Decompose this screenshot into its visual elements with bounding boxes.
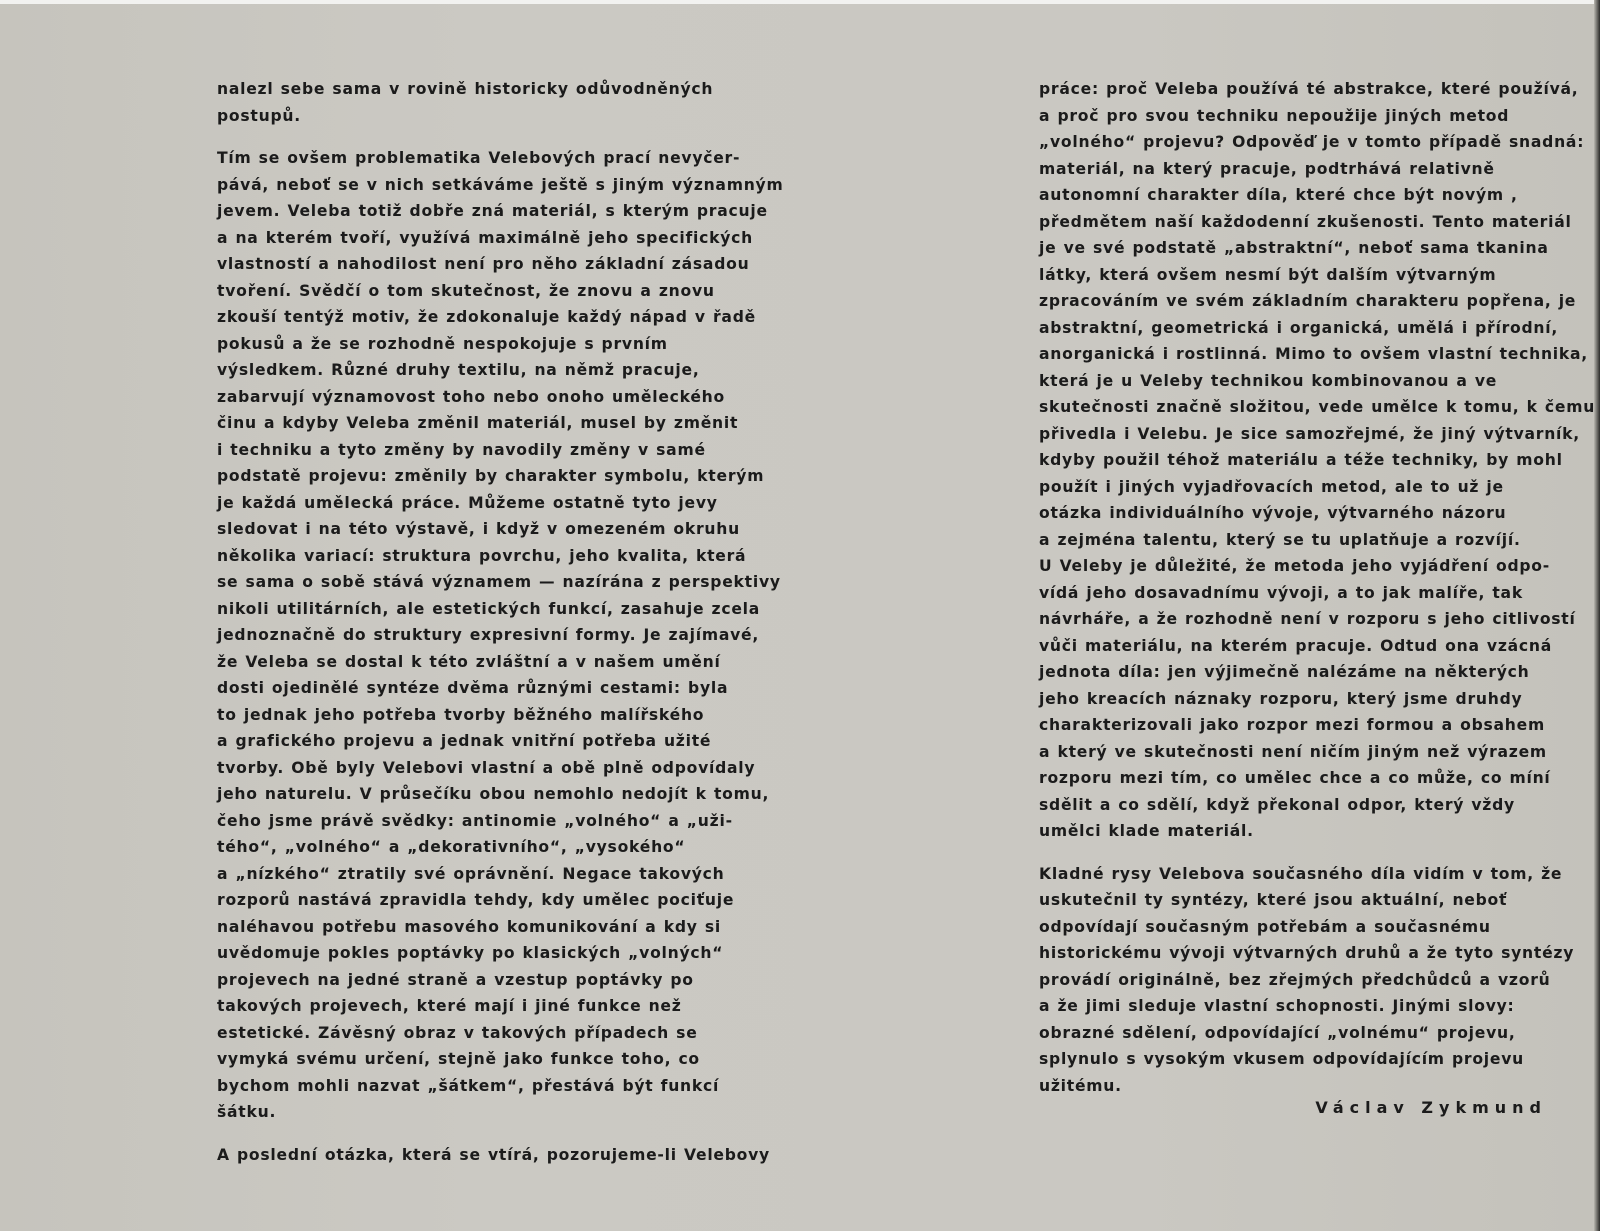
text-line: jednoznačně do struktury expresivní formy. Je zajímavé, [217, 626, 760, 644]
text-line: se sama o sobě stává významem — nazírána z perspektivy [217, 573, 781, 591]
text-line: postupů. [217, 106, 301, 125]
text-line: A poslední otázka, která se vtírá, pozorujeme-li Velebovy [217, 1145, 770, 1164]
text-line: „volného“ projevu? Odpověď je v tomto případě snadná: [1039, 133, 1585, 151]
text-line: a který ve skutečnosti není ničím jiným než výrazem [1039, 742, 1547, 761]
text-line: vídá jeho dosavadnímu vývoji, a to jak malíře, tak [1039, 583, 1523, 602]
text-line: estetické. Závěsný obraz v takových případech se [217, 1023, 698, 1042]
text-line: zabarvují významovost toho nebo onoho uměleckého [217, 387, 725, 406]
text-line: projevech na jedné straně a vzestup poptávky po [217, 970, 694, 989]
text-line: je každá umělecká práce. Můžeme ostatně tyto jevy [217, 493, 718, 512]
text-line: že Veleba se dostal k této zvláštní a v našem umění [217, 652, 721, 671]
text-line: anorganická i rostlinná. Mimo to ovšem vlastní technika, [1039, 345, 1588, 363]
text-line: zkouší tentýž motiv, že zdokonaluje každý nápad v řadě [217, 308, 756, 326]
text-line: otázka individuálního vývoje, výtvarného názoru [1039, 504, 1507, 522]
text-line: použít i jiných vyjadřovacích metod, ale to už je [1039, 477, 1504, 496]
text-line: tvorby. Obě byly Velebovi vlastní a obě plně odpovídaly [217, 758, 756, 777]
text-line: a grafického projevu a jednak vnitřní potřeba užité [217, 732, 712, 750]
text-line: vůči materiálu, na kterém pracuje. Odtud ona vzácná [1039, 636, 1553, 655]
text-line: jeho kreacích náznaky rozporu, který jsme druhdy [1039, 689, 1523, 708]
text-line: pokusů a že se rozhodně nespokojuje s prvním [217, 334, 668, 353]
text-line: a proč pro svou techniku nepoužije jiných metod [1039, 106, 1510, 125]
text-line: látky, která ovšem nesmí být dalším výtvarným [1039, 265, 1497, 284]
left-text-column [217, 76, 783, 1168]
text-line: zpracováním ve svém základním charakteru popřena, je [1039, 292, 1577, 310]
text-line: vlastností a nahodilost není pro něho základní zásadou [217, 255, 750, 273]
text-line: umělci klade materiál. [1039, 822, 1254, 840]
text-line: odpovídají současným potřebám a současnému [1039, 917, 1491, 936]
text-line: a na kterém tvoří, využívá maximálně jeho specifických [217, 228, 753, 247]
text-line: činu a kdyby Veleba změnil materiál, musel by změnit [217, 414, 739, 432]
text-line: nalezl sebe sama v rovině historicky odůvodněných [217, 80, 714, 98]
text-line: abstraktní, geometrická i organická, umělá i přírodní, [1039, 318, 1559, 337]
text-line: Tím se ovšem problematika Velebových prací nevyčer- [217, 149, 741, 167]
paper-top-edge [0, 0, 1600, 4]
text-line: uskutečnil ty syntézy, které jsou aktuální, neboť [1039, 891, 1508, 909]
author-signature: Václav Zykmund [1315, 1098, 1547, 1117]
text-line: která je u Veleby technikou kombinovanou a ve [1039, 371, 1498, 390]
paragraph [1039, 76, 1595, 845]
text-line: užitému. [1039, 1076, 1122, 1095]
text-line: podstatě projevu: změnily by charakter symbolu, kterým [217, 467, 765, 485]
text-line: čeho jsme právě svědky: antinomie „volného“ a „uži- [217, 811, 733, 830]
text-line: a že jimi sleduje vlastní schopnosti. Jinými slovy: [1039, 997, 1515, 1015]
text-line: je ve své podstatě „abstraktní“, neboť sama tkanina [1039, 239, 1549, 257]
text-line: a „nízkého“ ztratily své oprávnění. Negace takových [217, 864, 725, 883]
text-line: sledovat i na této výstavě, i když v omezeném okruhu [217, 520, 740, 538]
text-line: i techniku a tyto změny by navodily změny v samé [217, 440, 706, 459]
text-line: práce: proč Veleba používá té abstrakce, které používá, [1039, 80, 1579, 98]
text-line: jevem. Veleba totiž dobře zná materiál, s kterým pracuje [217, 202, 768, 220]
text-line: návrháře, a že rozhodně není v rozporu s jeho citlivostí [1039, 610, 1576, 628]
text-line: šátku. [217, 1103, 277, 1121]
text-line: provádí originálně, bez zřejmých předchůdců a vzorů [1039, 970, 1551, 989]
paragraph [217, 76, 783, 129]
text-line: charakterizovali jako rozpor mezi formou a obsahem [1039, 716, 1545, 734]
text-line: dosti ojedinělé syntéze dvěma různými cestami: byla [217, 679, 729, 697]
paragraph [217, 1142, 783, 1169]
paragraph-gap [1039, 845, 1595, 861]
paragraph [217, 145, 783, 1126]
text-line: jednota díla: jen výjimečně nalézáme na některých [1039, 663, 1530, 681]
text-line: obrazné sdělení, odpovídající „volnému“ projevu, [1039, 1023, 1516, 1042]
text-line: nikoli utilitárních, ale estetických funkcí, zasahuje zcela [217, 599, 761, 618]
text-line: tvoření. Svědčí o tom skutečnost, že znovu a znovu [217, 281, 715, 300]
text-line: sdělit a co sdělí, když překonal odpor, který vždy [1039, 795, 1515, 814]
text-line: materiál, na který pracuje, podtrhává relativně [1039, 159, 1495, 178]
text-line: splynulo s vysokým vkusem odpovídajícím projevu [1039, 1050, 1524, 1068]
text-line: to jednak jeho potřeba tvorby běžného malířského [217, 705, 705, 724]
text-line: skutečnosti značně složitou, vede umělce k tomu, k čemu [1039, 398, 1596, 416]
text-line: kdyby použil téhož materiálu a téže techniky, by mohl [1039, 451, 1563, 469]
text-line: výsledkem. Různé druhy textilu, na němž pracuje, [217, 361, 700, 379]
text-line: Kladné rysy Velebova současného díla vidím v tom, že [1039, 864, 1563, 883]
text-line: přivedla i Velebu. Je sice samozřejmé, že jiný výtvarník, [1039, 424, 1580, 443]
text-line: a zejména talentu, který se tu uplatňuje a rozvíjí. [1039, 530, 1521, 549]
text-line: autonomní charakter díla, které chce být novým , [1039, 186, 1518, 204]
text-line: bychom mohli nazvat „šátkem“, přestává být funkcí [217, 1076, 720, 1095]
right-text-column [1039, 76, 1595, 1099]
text-line: rozporu mezi tím, co umělec chce a co může, co míní [1039, 769, 1551, 787]
text-line: takových projevech, které mají i jiné funkce než [217, 997, 682, 1015]
text-line: naléhavou potřebu masového komunikování a kdy si [217, 917, 722, 936]
text-line: U Veleby je důležité, že metoda jeho vyjádření odpo- [1039, 557, 1550, 575]
paragraph-gap [217, 129, 783, 145]
text-line: rozporů nastává zpravidla tehdy, kdy umělec pociťuje [217, 891, 735, 909]
text-line: pává, neboť se v nich setkáváme ještě s jiným významným [217, 175, 784, 194]
paragraph-gap [217, 1126, 783, 1142]
text-line: jeho naturelu. V průsečíku obou nemohlo nedojít k tomu, [217, 785, 770, 803]
text-line: tého“, „volného“ a „dekorativního“, „vysokého“ [217, 838, 686, 856]
text-line: historickému vývoji výtvarných druhů a že tyto syntézy [1039, 944, 1575, 962]
text-line: několika variací: struktura povrchu, jeho kvalita, která [217, 546, 747, 565]
text-line: uvědomuje pokles poptávky po klasických „volných“ [217, 944, 724, 962]
text-line: předmětem naší každodenní zkušenosti. Tento materiál [1039, 212, 1572, 231]
paragraph [1039, 861, 1595, 1100]
text-line: vymyká svému určení, stejně jako funkce toho, co [217, 1050, 700, 1068]
